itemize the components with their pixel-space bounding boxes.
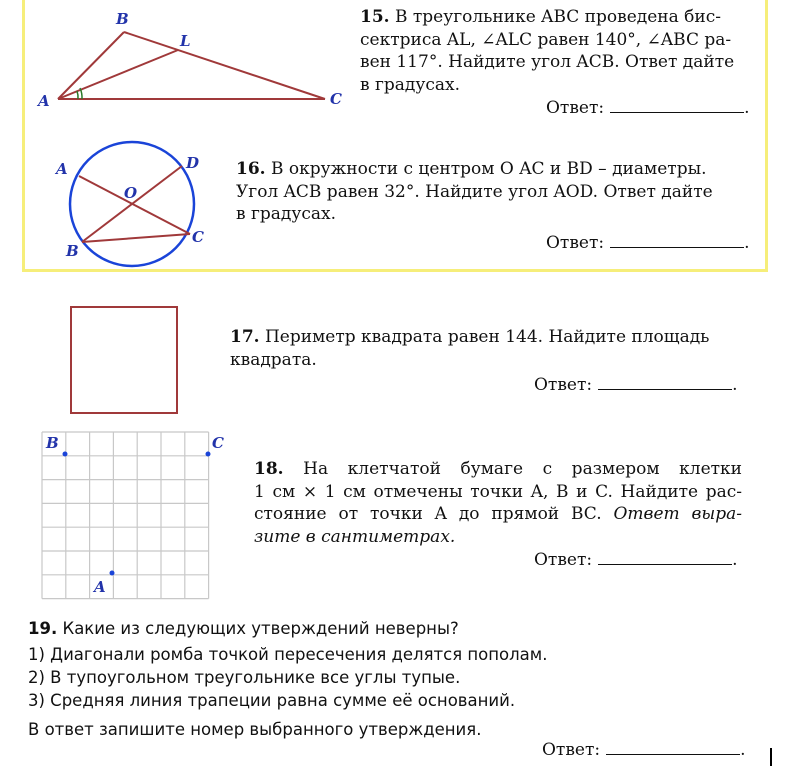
problem-18 bbox=[254, 458, 742, 548]
point-C bbox=[206, 452, 211, 457]
label-O: O bbox=[124, 184, 138, 202]
problem-15-line-3: вен 117°. Найдите угол ACB. Ответ дайте bbox=[360, 52, 735, 72]
answer-label: Ответ: bbox=[546, 98, 605, 118]
statement-1: 1) Диагонали ромба точкой пересечения делятся пополам. bbox=[28, 645, 548, 664]
problem-16-number: 16. bbox=[236, 159, 266, 179]
answer-16: Ответ: . bbox=[546, 233, 750, 253]
problem-17-line-2: квадрата. bbox=[230, 349, 317, 370]
label-C: C bbox=[212, 434, 224, 452]
label-A: A bbox=[56, 160, 68, 178]
point-A bbox=[110, 571, 115, 576]
grid-figure bbox=[40, 430, 240, 600]
problem-16-line-1: В окружности с центром O AC и BD – диаметры. bbox=[270, 159, 707, 179]
triangle-figure bbox=[30, 8, 370, 118]
answer-19: Ответ: . bbox=[542, 740, 746, 760]
grid-lines bbox=[42, 432, 209, 599]
answer-label: Ответ: bbox=[546, 233, 605, 253]
square-figure bbox=[70, 306, 190, 426]
problem-15-line-4: в градусах. bbox=[360, 74, 461, 95]
problem-17-line-1: Периметр квадрата равен 144. Найдите площадь bbox=[264, 327, 710, 347]
problem-19 bbox=[28, 617, 768, 741]
label-B: B bbox=[46, 434, 59, 452]
answer-blank[interactable] bbox=[598, 550, 732, 565]
point-B bbox=[63, 452, 68, 457]
label-A: A bbox=[38, 92, 50, 110]
problem-19-number: 19. bbox=[28, 619, 58, 638]
answer-label: Ответ: bbox=[534, 375, 593, 395]
answer-18: Ответ: . bbox=[534, 550, 738, 570]
circle-figure bbox=[50, 138, 220, 268]
label-B: B bbox=[66, 242, 79, 260]
problem-15-line-1: В треугольнике ABC проведена бис- bbox=[394, 7, 721, 27]
problem-17 bbox=[230, 326, 770, 371]
answer-blank[interactable] bbox=[606, 740, 740, 755]
problem-17-number: 17. bbox=[230, 327, 260, 347]
label-B: B bbox=[116, 10, 129, 28]
problem-18-line-1: На клетчатой бумаге с размером клетки bbox=[303, 459, 743, 479]
problem-15-number: 15. bbox=[360, 7, 390, 27]
problem-16-line-3: в градусах. bbox=[236, 204, 337, 224]
problem-15-line-2: сектриса AL, ∠ALC равен 140°, ∠ABC ра- bbox=[360, 29, 732, 50]
answer-blank[interactable] bbox=[598, 375, 732, 390]
problem-18-line-3: стояние от точки A до прямой BC. bbox=[254, 504, 602, 524]
problem-16 bbox=[236, 158, 766, 226]
answer-15: Ответ: . bbox=[546, 98, 750, 118]
label-A: A bbox=[94, 578, 106, 596]
problem-19-instruction: В ответ запишите номер выбранного утверждения. bbox=[28, 720, 482, 739]
answer-blank[interactable] bbox=[610, 233, 744, 248]
statement-2: 2) В тупоугольном треугольнике все углы тупые. bbox=[28, 668, 461, 687]
label-C: C bbox=[192, 228, 204, 246]
label-L: L bbox=[180, 32, 191, 50]
problem-18-number: 18. bbox=[254, 459, 284, 479]
label-D: D bbox=[186, 154, 200, 172]
problem-18-italic-1: Ответ выра- bbox=[613, 504, 743, 524]
answer-17: Ответ: . bbox=[534, 375, 738, 395]
problem-18-line-2: 1 см × 1 см отмечены точки A, B и C. Найдите рас- bbox=[254, 481, 742, 502]
answer-label: Ответ: bbox=[534, 550, 593, 570]
statement-3: 3) Средняя линия трапеции равна сумме её оснований. bbox=[28, 691, 516, 710]
label-C: C bbox=[330, 90, 342, 108]
problem-18-italic-2: зите в сантиметрах. bbox=[254, 526, 456, 547]
problem-19-question: Какие из следующих утверждений неверны? bbox=[62, 619, 459, 638]
answer-label: Ответ: bbox=[542, 740, 601, 760]
problem-15 bbox=[360, 6, 760, 96]
answer-blank[interactable] bbox=[610, 98, 744, 113]
problem-16-line-2: Угол ACB равен 32°. Найдите угол AOD. Ответ дайте bbox=[236, 181, 713, 202]
text-cursor bbox=[770, 748, 772, 766]
